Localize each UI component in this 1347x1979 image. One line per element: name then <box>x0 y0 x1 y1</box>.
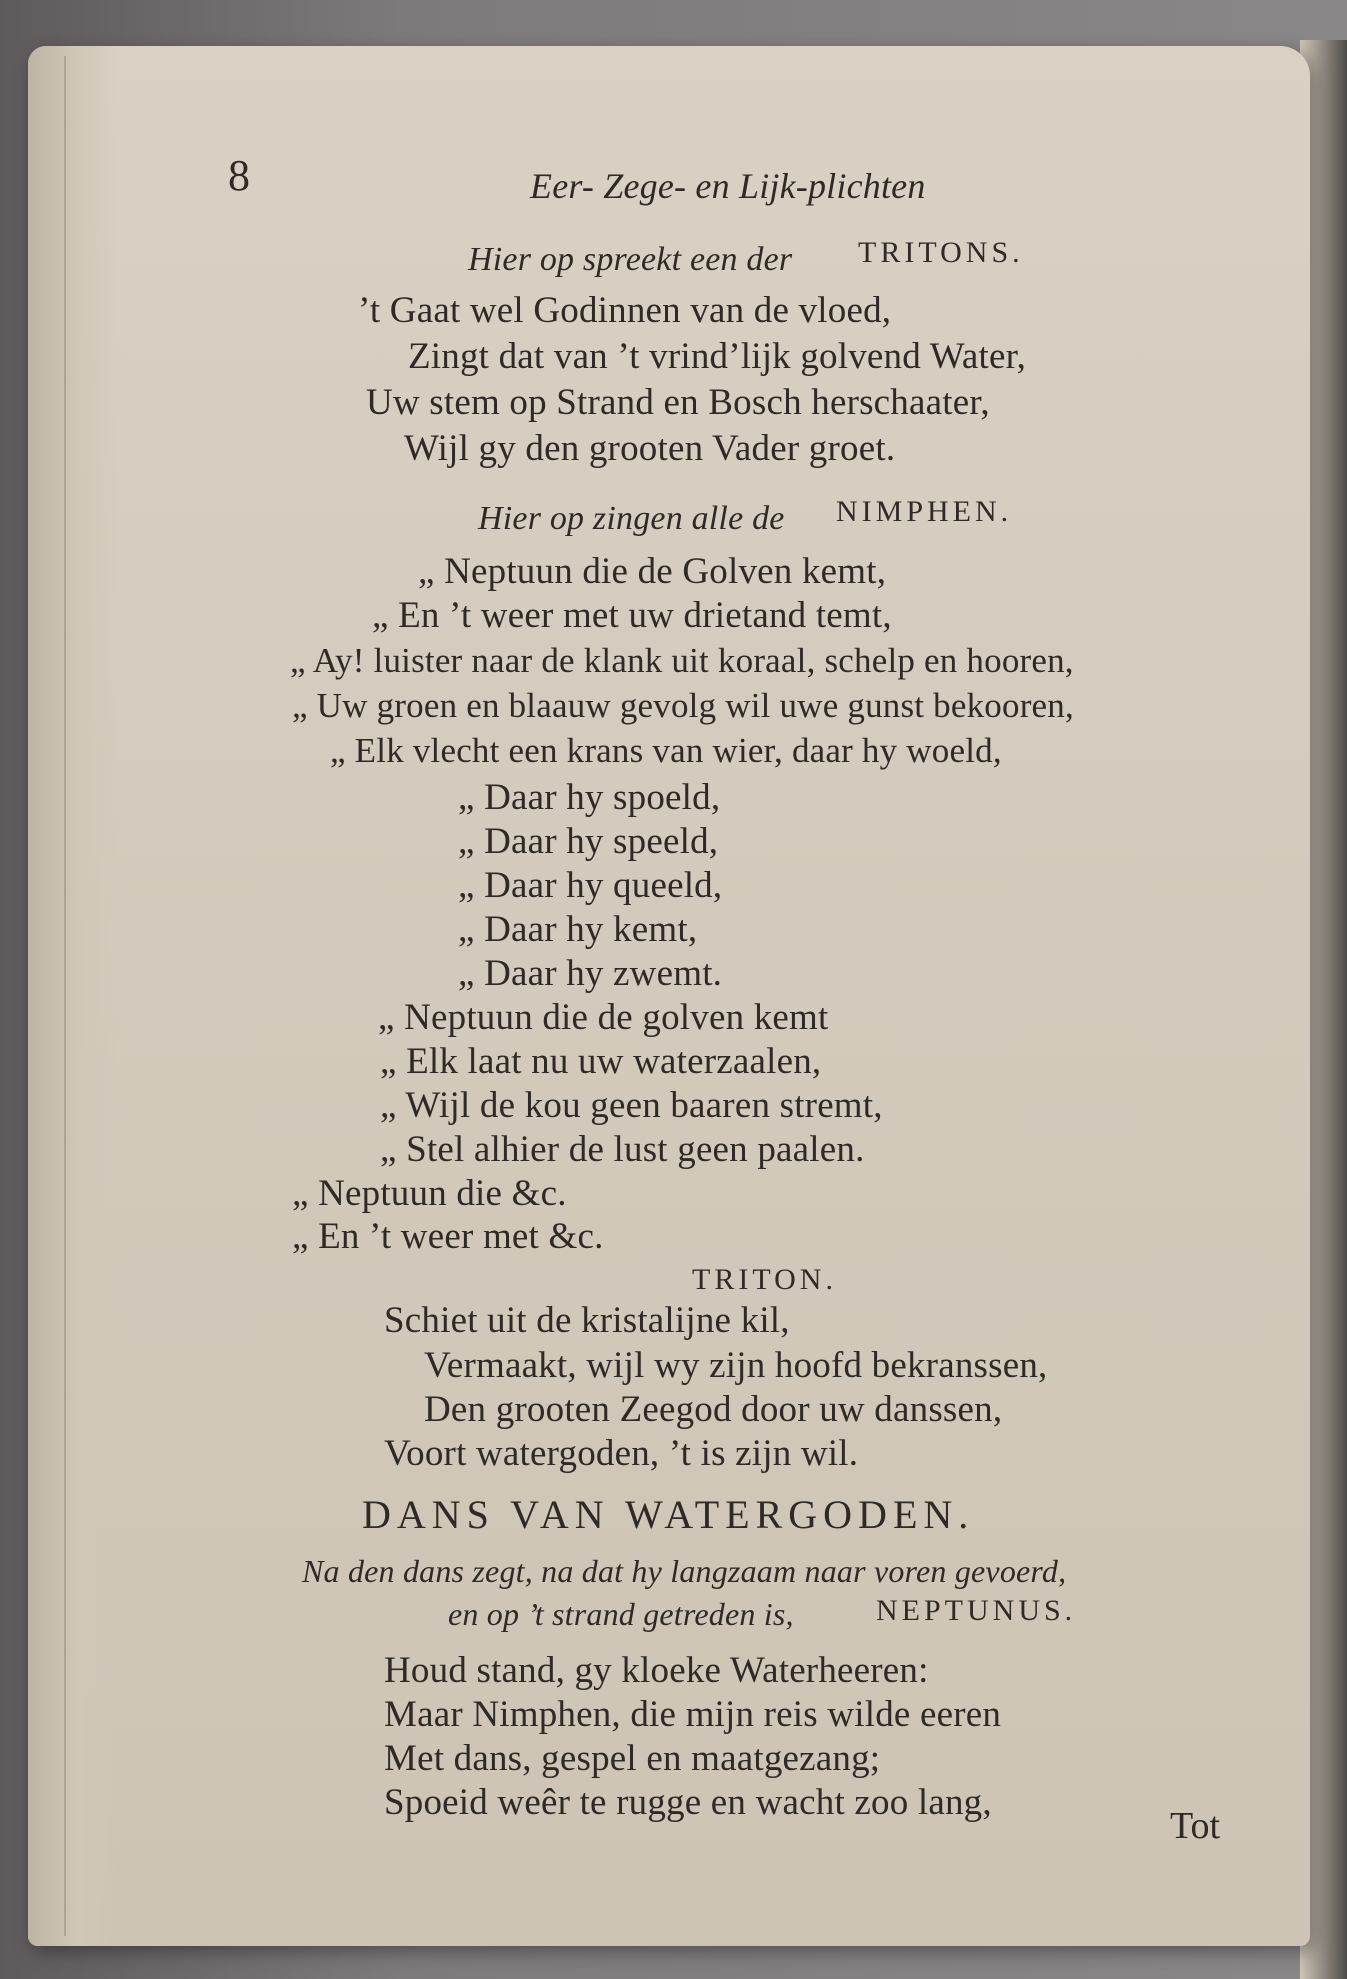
section-line-1: Houd stand, gy kloeke Waterheeren: <box>384 1650 929 1691</box>
stanza1-line-2: Zingt dat van ’t vrind’lijk golvend Water, <box>408 336 1027 377</box>
stanza1-heading-name: TRITONS. <box>858 236 1024 269</box>
stanza1-line-4: Wijl gy den grooten Vader groet. <box>404 428 896 469</box>
stanza2-line-2: „ En ’t weer met uw drietand temt, <box>372 595 892 636</box>
stanza1-heading-prefix: Hier op spreekt een der <box>468 241 793 278</box>
stanza2-heading-prefix: Hier op zingen alle de <box>478 500 785 537</box>
stanza3-line-4: Voort watergoden, ’t is zijn wil. <box>384 1433 859 1474</box>
stanza2-line-12: „ Elk laat nu uw waterzaalen, <box>380 1041 822 1082</box>
stanza1-line-1: ’t Gaat wel Godinnen van de vloed, <box>358 290 892 331</box>
section-line-3: Met dans, gespel en maatgezang; <box>384 1738 881 1779</box>
stanza3-line-1: Schiet uit de kristalijne kil, <box>384 1300 790 1341</box>
section-line-2: Maar Nimphen, die mijn reis wilde eeren <box>384 1694 1002 1735</box>
stanza2-line-5: „ Elk vlecht een krans van wier, daar hy woeld, <box>330 731 1002 770</box>
section-line-4: Spoeid weêr te rugge en wacht zoo lang, <box>384 1782 992 1823</box>
stanza1-line-3: Uw stem op Strand en Bosch herschaater, <box>366 382 990 423</box>
stanza2-line-8: „ Daar hy queeld, <box>458 865 723 906</box>
section-intro-name: NEPTUNUS. <box>876 1594 1077 1627</box>
stanza2-line-15: „ Neptuun die &c. <box>292 1173 567 1214</box>
stanza3-line-3: Den grooten Zeegod door uw danssen, <box>424 1389 1003 1430</box>
stanza2-line-11: „ Neptuun die de golven kemt <box>378 997 829 1038</box>
stanza3-heading: TRITON. <box>692 1263 837 1296</box>
section-intro-line-1: Na den dans zegt, na dat hy langzaam naar voren gevoerd, <box>302 1553 1067 1589</box>
stanza2-line-9: „ Daar hy kemt, <box>458 909 698 950</box>
stanza2-heading-name: NIMPHEN. <box>836 495 1013 528</box>
stanza2-line-14: „ Stel alhier de lust geen paalen. <box>380 1129 865 1170</box>
section-title: DANS VAN WATERGODEN. <box>362 1492 975 1537</box>
running-head: Eer- Zege- en Lijk-plichten <box>530 166 926 206</box>
stanza2-line-10: „ Daar hy zwemt. <box>458 953 723 994</box>
section-intro-line-2: en op ’t strand getreden is, <box>448 1596 794 1632</box>
stanza3-line-2: Vermaakt, wijl wy zijn hoofd bekranssen, <box>424 1345 1048 1386</box>
stanza2-line-3: „ Ay! luister naar de klank uit koraal, schelp en hooren, <box>290 641 1074 680</box>
stanza2-line-13: „ Wijl de kou geen baaren stremt, <box>380 1085 883 1126</box>
stanza2-line-4: „ Uw groen en blaauw gevolg wil uwe gunst bekooren, <box>292 686 1074 725</box>
page-number: 8 <box>228 151 250 200</box>
stanza2-line-7: „ Daar hy speeld, <box>458 821 719 862</box>
stanza2-line-16: „ En ’t weer met &c. <box>292 1216 604 1257</box>
stanza2-line-1: „ Neptuun die de Golven kemt, <box>418 551 887 592</box>
catchword: Tot <box>1170 1805 1221 1847</box>
stanza2-line-6: „ Daar hy spoeld, <box>458 777 721 818</box>
